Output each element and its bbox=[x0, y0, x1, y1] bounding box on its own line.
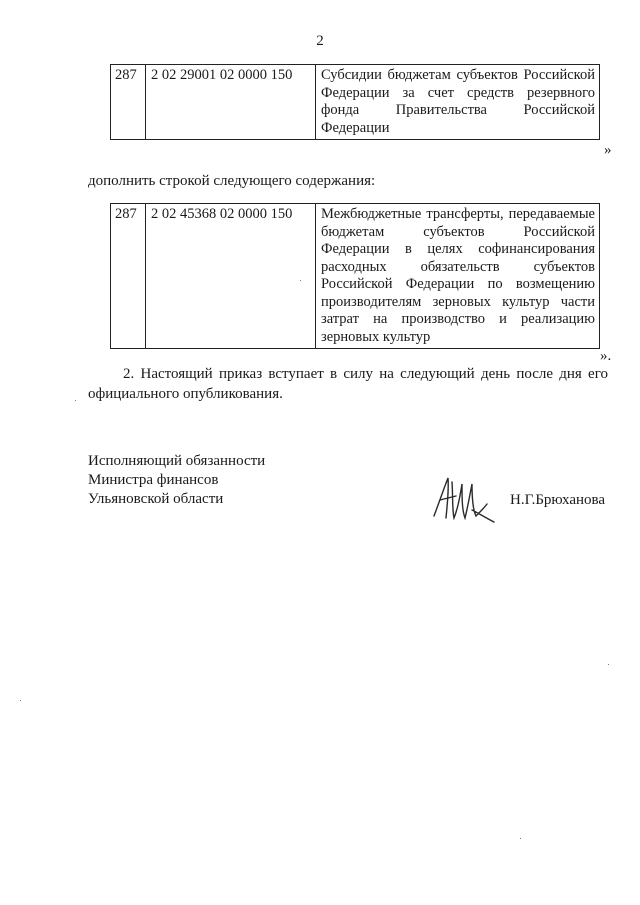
closing-quote-2: ». bbox=[600, 348, 612, 364]
scan-speck bbox=[20, 700, 21, 701]
signatory-title bbox=[88, 452, 265, 509]
budget-code-table-old bbox=[110, 64, 600, 140]
signatory-line-3: Ульяновской области bbox=[88, 491, 224, 507]
scan-speck bbox=[520, 838, 521, 839]
signatory-name: Н.Г.Брюханова bbox=[510, 492, 606, 508]
page-number: 2 bbox=[316, 33, 324, 49]
effective-date-paragraph: 2. Настоящий приказ вступает в силу на следующий день после дня его официального опубликования. bbox=[88, 366, 608, 402]
table-row bbox=[111, 204, 600, 349]
budget-code-table-new bbox=[110, 203, 600, 349]
signatory-line-2: Министра финансов bbox=[88, 472, 219, 488]
signatory-line-1: Исполняющий обязанности bbox=[88, 453, 266, 469]
scan-speck bbox=[608, 664, 609, 665]
code-description: Межбюджетные трансферты, передаваемые бюджетам субъектов Российской Федерации в целях софинансирования расходных обязательств субъектов Российской Федерации по возмещению производителям зерновых культур части затрат на производство и реализацию зерновых культур bbox=[316, 204, 600, 349]
handwritten-signature bbox=[430, 470, 500, 524]
scan-speck bbox=[75, 400, 76, 401]
intro-text: дополнить строкой следующего содержания: bbox=[88, 173, 376, 189]
row-number: 287 bbox=[111, 204, 146, 349]
table-row bbox=[111, 65, 600, 140]
scan-speck bbox=[300, 280, 301, 281]
closing-quote-1: » bbox=[604, 142, 612, 158]
row-number: 287 bbox=[111, 65, 146, 140]
code-description: Субсидии бюджетам субъектов Российской Федерации за счет средств резервного фонда Правительства Российской Федерации bbox=[316, 65, 600, 140]
budget-code: 2 02 29001 02 0000 150 bbox=[146, 65, 316, 140]
budget-code: 2 02 45368 02 0000 150 bbox=[146, 204, 316, 349]
